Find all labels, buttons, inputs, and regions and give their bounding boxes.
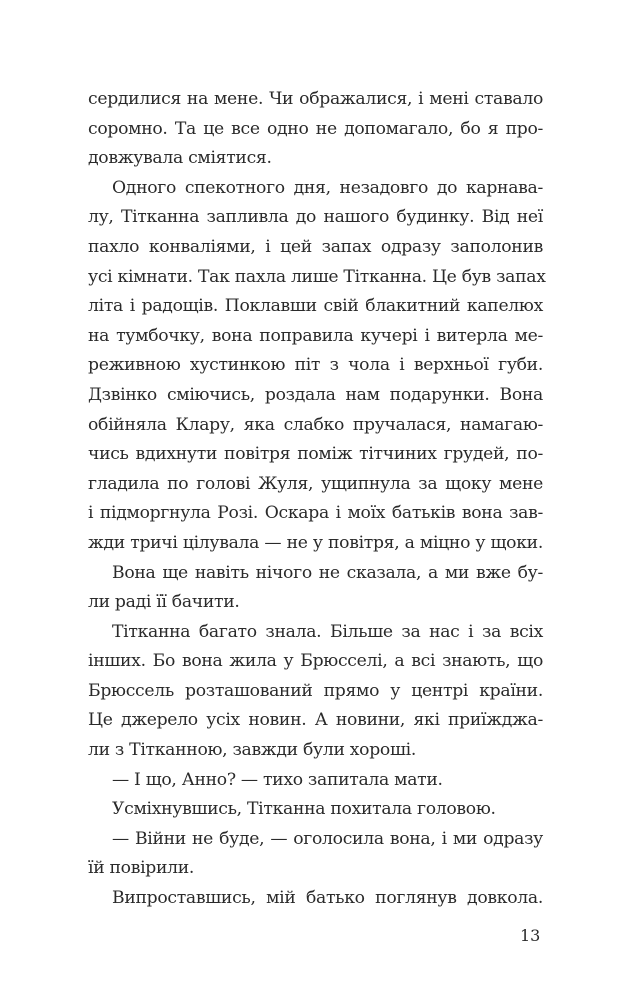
text-line: літа і радощів. Поклавши свій блакитний капелюх [88,296,543,317]
text-line: на тумбочку, вона поправила кучері і витерла ме- [88,325,543,346]
text-line: їй повірили. [88,858,195,879]
text-line: лу, Тітканна запливла до нашого будинку. Від неї [88,207,543,228]
text-line: інших. Бо вона жила у Брюсселі, а всі знають, що [88,651,543,672]
text-line: Дзвінко сміючись, роздала нам подарунки. Вона [88,384,543,405]
text-line: — І що, Анно? — тихо запитала мати. [112,769,443,790]
text-line: довжувала сміятися. [88,148,272,169]
text-line: Вона ще навіть нічого не сказала, а ми вже бу- [112,562,543,583]
page-number: 13 [520,926,541,945]
text-line: чись вдихнути повітря поміж тітчиних грудей, по- [88,444,543,465]
text-line: пахло конваліями, і цей запах одразу заполонив [88,236,543,257]
text-line: Одного спекотного дня, незадовго до карнава- [112,177,543,198]
text-line: ли з Тітканною, завжди були хороші. [88,740,417,761]
text-line: ли раді її бачити. [88,592,240,613]
text-line: — Війни не буде, — оголосила вона, і ми одразу [112,828,543,849]
text-line: і підморгнула Розі. Оскара і моїх батьків вона зав- [88,503,543,524]
text-line: сердилися на мене. Чи ображалися, і мені ставало [88,89,543,109]
text-line: жди тричі цілувала — не у повітря, а міцно у щоки. [88,532,543,553]
text-line: усі кімнати. Так пахла лише Тітканна. Це був запах [88,266,546,287]
text-line: Тітканна багато знала. Більше за нас і за всіх [112,621,543,642]
text-line: Випроставшись, мій батько поглянув довкола. [112,888,543,909]
body-text [88,85,546,914]
text-line: гладила по голові Жуля, ущипнула за щоку мене [88,473,543,494]
text-line: соромно. Та це все одно не допомагало, бо я про- [88,118,543,139]
text-line: Це джерело усіх новин. А новини, які приїжджа- [88,710,543,731]
text-line: обійняла Клару, яка слабко пручалася, намагаю- [88,414,543,435]
text-line: Брюссель розташований прямо у центрі країни. [88,680,543,701]
text-line: Усміхнувшись, Тітканна похитала головою. [112,799,496,820]
text-line: реживною хустинкою піт з чола і верхньої губи. [88,355,543,376]
